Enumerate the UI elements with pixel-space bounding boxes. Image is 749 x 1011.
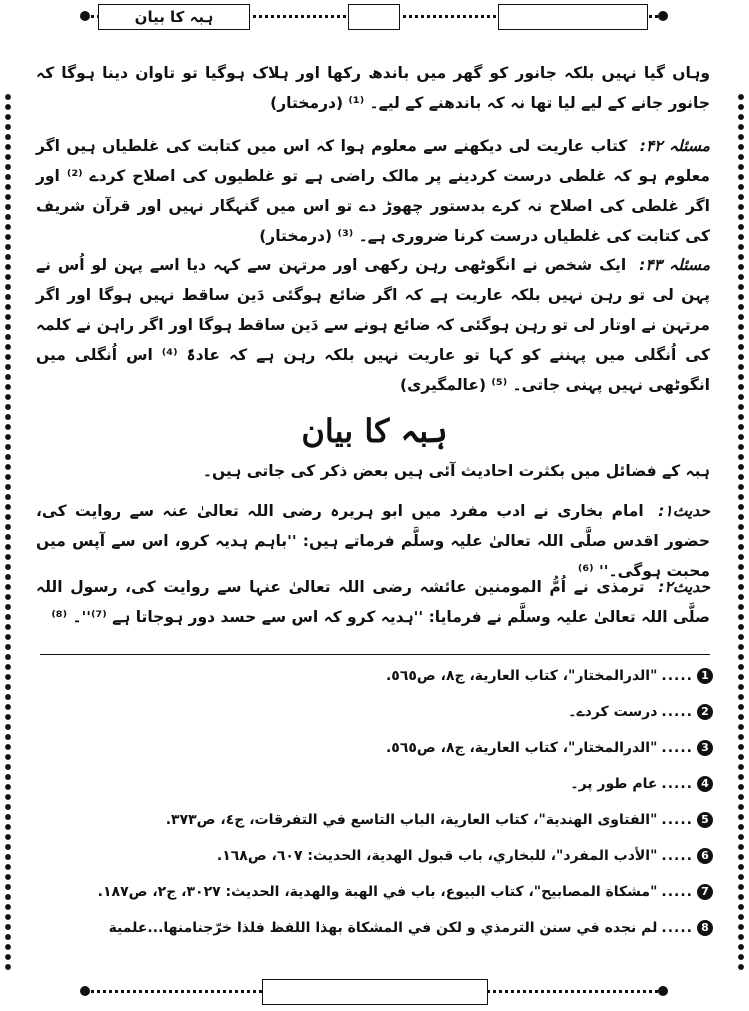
footnote-text: "الفتاوی الهندية"، كتاب العارية، الباب التاسع في التفرقات، ج٤، ص٣٧٣. — [165, 812, 658, 828]
footnote-4 — [570, 776, 713, 792]
footnote-8 — [109, 920, 713, 936]
footnote-2 — [568, 704, 713, 720]
footnote-number: 8 — [697, 920, 713, 936]
footnote-number: 6 — [697, 848, 713, 864]
hadith-2 — [36, 572, 710, 632]
section-heading: ہبہ کا بیان — [301, 412, 448, 450]
footnote-text: عام طور پر۔ — [570, 776, 658, 792]
left-dotted-border — [3, 92, 13, 972]
header-dot-right — [658, 11, 668, 21]
footnote-text: درست کردے۔ — [568, 704, 658, 720]
footnote-1 — [386, 668, 713, 684]
hadith-text: ترمذی نے اُمُّ المومنین عائشہ رضی اللہ تعالیٰ عنہا سے روایت کی، رسول اللہ صلَّی اللہ تعالیٰ علیہ وسلَّم نے فرمایا: ''ہدیہ کرو کہ اس سے حسد دور ہوجاتا ہے ⁽⁷⁾''۔ ⁽⁸⁾ — [36, 578, 710, 626]
paragraph-continuation — [36, 58, 710, 118]
footnote-leader: ..... — [661, 884, 693, 900]
header-title: ہبہ کا بیان — [134, 8, 214, 26]
footnote-text: لم نجده في سنن الترمذي و لكن في المشكاة بهذا اللفظ فلذا خرّجنامنها...علمية — [108, 920, 658, 936]
hadith-text: امام بخاری نے ادب مفرد میں ابو ہریرہ رضی اللہ تعالیٰ عنہ سے روایت کی، حضور اقدس صلَّی اللہ تعالیٰ علیہ وسلَّم فرماتے ہیں: ''باہم ہدیہ کرو، اس سے آپس میں محبت ہوگی۔'' ⁽⁶⁾ — [36, 502, 710, 580]
header-dot-left — [80, 11, 90, 21]
footnote-number: 2 — [697, 704, 713, 720]
footnote-leader: ..... — [661, 848, 693, 864]
footnote-6 — [217, 848, 713, 864]
footnote-leader: ..... — [661, 704, 693, 720]
footnote-text: "مشكاة المصابيح"، كتاب البيوع، باب في الهبة والهدية، الحديث: ٣٠٢٧، ج٢، ص١٨٧. — [97, 884, 658, 900]
hadith-label: حدیث۱: — [658, 502, 710, 520]
footnote-leader: ..... — [661, 812, 693, 828]
masala-text: ایک شخص نے انگوٹھی رہن رکھی اور مرتہن سے کہہ دیا اسے پہن لو اُس نے پہن لی تو رہن نہیں بلکہ عاریت ہے کہ اگر ضائع ہوگئی دَین ساقط نہیں ہوگا اور اگر مرتہن نے اوتار لی تو رہن ہوگئی کہ ضائع ہونے سے دَین ساقط ہوگا اور اگر راہن نے کلمہ کی اُنگلی میں پہننے کو کہا تو عاریت نہیں بلکہ رہن ہے کہ عادۃً ⁽⁴⁾ اس اُنگلی میں انگوٹھی نہیں پہنی جاتی۔ ⁽⁵⁾ (عالمگیری) — [36, 256, 710, 394]
paragraph-text: وہاں گیا نہیں بلکہ جانور کو گھر میں باندھ رکھا اور ہلاک ہوگیا تو تاوان دینا ہوگا کہ جانور جانے کے لیے لیا تھا نہ کہ باندھنے کے لیے۔ ⁽¹⁾ (درمختار) — [36, 64, 710, 112]
footnote-number: 5 — [697, 812, 713, 828]
header-page-box — [498, 4, 648, 30]
intro-text: ہبہ کے فضائل میں بکثرت احادیث آئی ہیں بعض ذکر کی جاتی ہیں۔ — [202, 462, 710, 480]
masala-label: مسئلہ ۴۳: — [639, 256, 711, 274]
footnote-3 — [386, 740, 713, 756]
footnote-leader: ..... — [661, 668, 693, 684]
footnote-7 — [98, 884, 713, 900]
footnote-number: 1 — [697, 668, 713, 684]
footnote-text: "الأدب المفرد"، للبخاري، باب قبول الهدية، الحديث: ٦٠٧، ص١٦٨. — [216, 848, 658, 864]
masala-43 — [36, 250, 710, 400]
masala-42 — [36, 131, 710, 251]
header-title-box — [98, 4, 250, 30]
footnote-text: "الدرالمختار"، كتاب العارية، ج٨، ص٥٦٥. — [385, 668, 658, 684]
footnote-leader: ..... — [661, 776, 693, 792]
masala-label: مسئلہ ۴۲: — [639, 137, 710, 155]
footnote-number: 7 — [697, 884, 713, 900]
masala-text: کتاب عاریت لی دیکھنے سے معلوم ہوا کہ اس میں کتابت کی غلطیاں ہیں اگر معلوم ہو کہ غلطی درست کردینے پر مالک راضی ہے تو غلطیوں کی اصلاح کردے ⁽²⁾ اور اگر غلطی کی اصلاح نہ کرے بدستور چھوڑ دے تو اس میں گنہگار نہیں اور قرآن شریف کی کتابت کی غلطیاں درست کرنا ضروری ہے۔ ⁽³⁾ (درمختار) — [36, 137, 710, 245]
footer-center-box — [262, 979, 488, 1005]
footer-dot-left — [80, 986, 90, 996]
header-center-box — [348, 4, 400, 30]
right-dotted-border — [736, 92, 746, 972]
footnote-5 — [166, 812, 713, 828]
footer-dot-right — [658, 986, 668, 996]
footnote-leader: ..... — [661, 740, 693, 756]
hadith-label: حدیث۲: — [658, 578, 710, 596]
footnote-number: 3 — [697, 740, 713, 756]
footnote-separator — [40, 654, 710, 655]
section-intro — [36, 456, 710, 486]
footnote-text: "الدرالمختار"، كتاب العارية، ج٨، ص٥٦٥. — [385, 740, 658, 756]
footnote-leader: ..... — [661, 920, 693, 936]
footnote-number: 4 — [697, 776, 713, 792]
